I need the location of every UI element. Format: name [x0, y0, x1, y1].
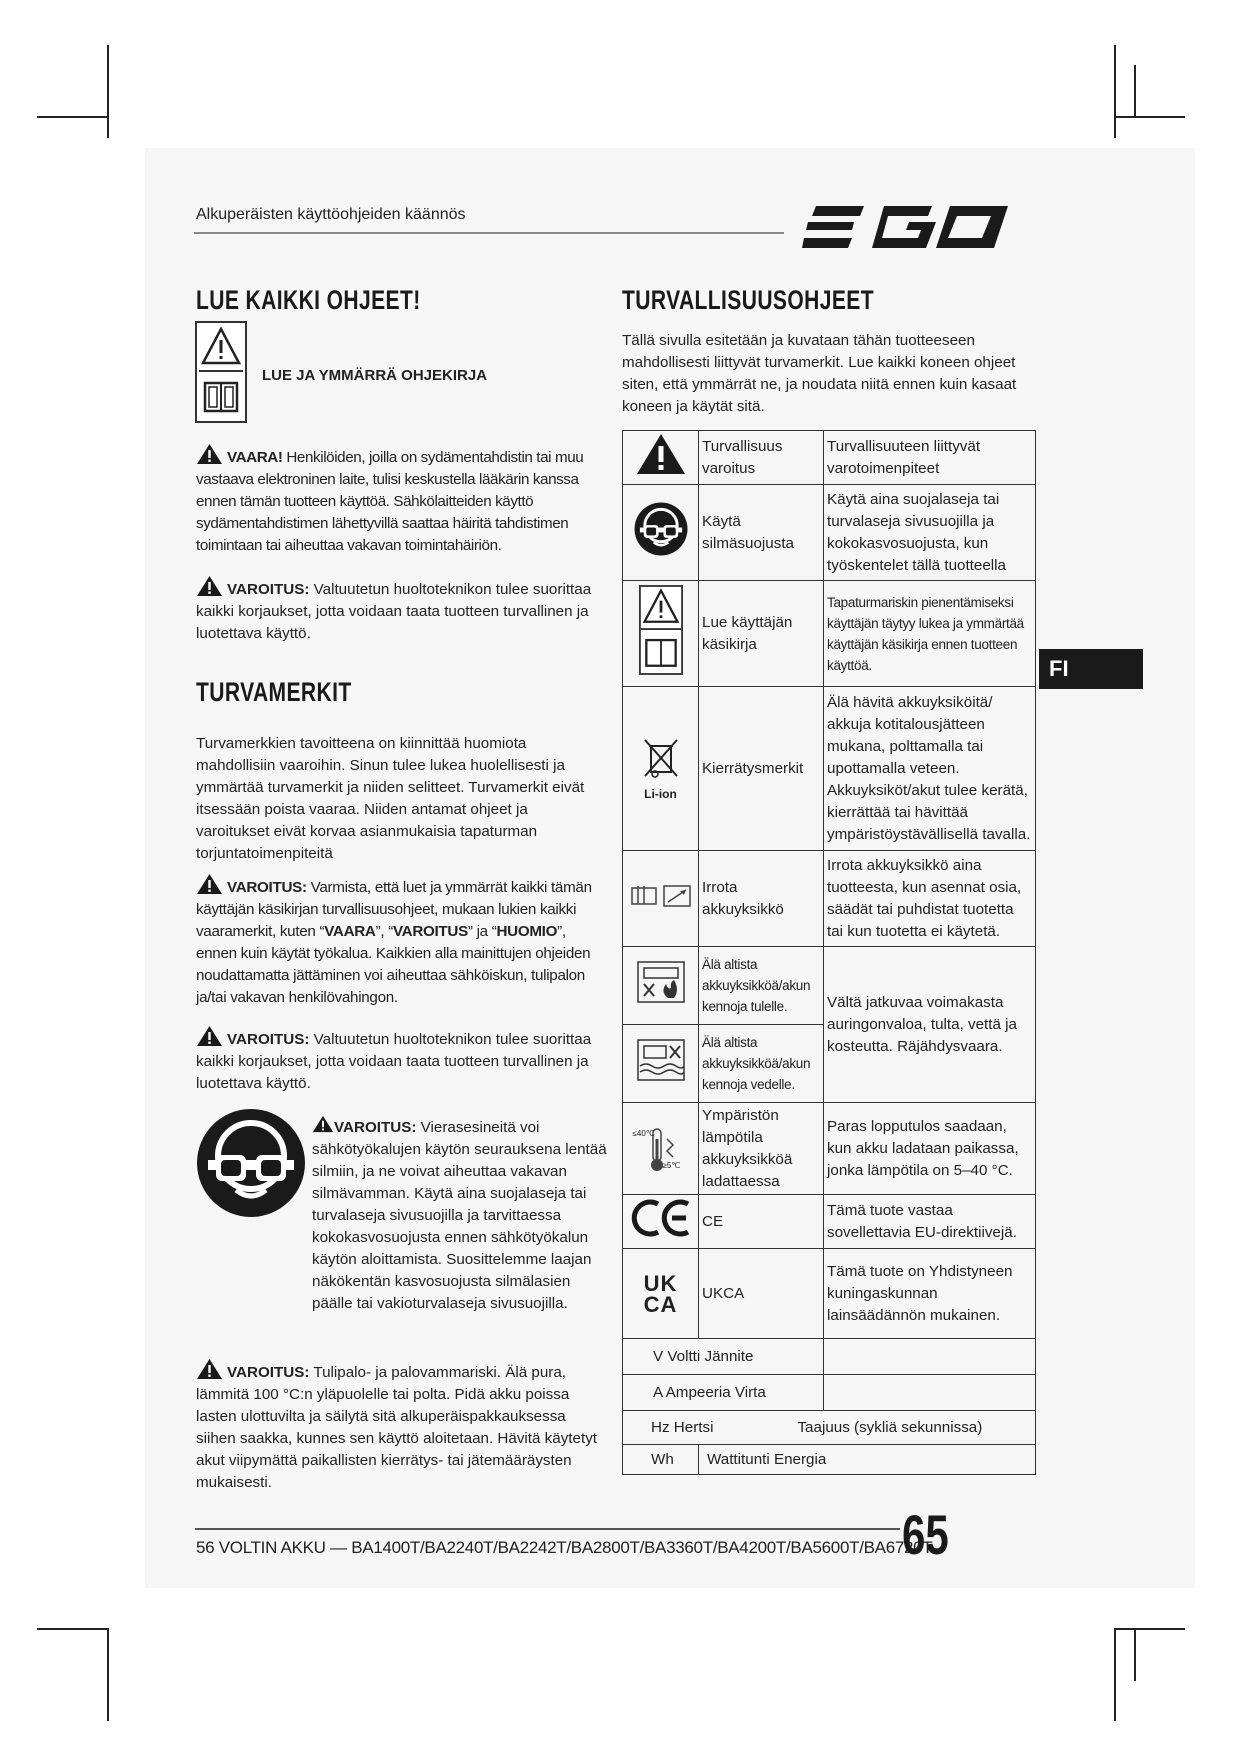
- warning-text: Valtuutetun huoltoteknikon tulee suorittaa kaikki korjaukset, jotta voidaan taata tuotteen turvallinen ja luotettava käyttö.: [196, 581, 592, 642]
- intro-paragraph: Turvamerkkien tavoitteena on kiinnittää huomiota mahdollisiin vaaroihin. Sinun tulee lukea huolellisesti ja ymmärtää turvamerkit ja niiden selitteet. Turvamerkit eivät itsessään poista vaaraa. Niiden antamat ohjeet ja varoitukset eivät korvaa asianmukaisia tapaturman torjuntatoimenpiteitä: [196, 735, 585, 862]
- title-read-all: LUE KAIKKI OHJEET!: [196, 285, 421, 315]
- temp-min: ≥5℃: [662, 1160, 681, 1170]
- symbol-table: [622, 430, 1036, 1475]
- language-tab: FI: [1039, 649, 1143, 689]
- symbol-name: Älä altista akkuyksikköä/akun kennoja tulelle.: [699, 947, 824, 1025]
- no-water-icon: [636, 1038, 686, 1082]
- table-row: [623, 1411, 1036, 1445]
- symbol-desc: Tapaturmariskin pienentämiseksi käyttäjän täytyy lukea ja ymmärtää käyttäjän käsikirja ennen tuotteen käyttöä.: [824, 581, 1036, 687]
- crop-mark: [1134, 65, 1136, 118]
- symbol-name: Irrota akkuyksikkö: [699, 851, 824, 947]
- symbol-cell: [623, 1195, 699, 1249]
- no-fire-icon: [636, 960, 686, 1004]
- table-row: [623, 1339, 1036, 1375]
- crop-mark: [1114, 1628, 1116, 1721]
- warning-triangle-icon: [196, 443, 223, 465]
- warning-text-b: ”, ennen kuin käytät työkalua. Kaikkien alla mainittujen ohjeiden noudattamatta jättäminen voi aiheuttaa sähköiskun, tulipalon ja/tai vakavan henkilövahingon.: [196, 923, 591, 1006]
- warning-paragraph-3: [196, 1025, 606, 1095]
- right-intro: Tällä sivulla esitetään ja kuvataan tähän tuotteeseen mahdollisesti liittyvät turvamerkit. Lue kaikki koneen ohjeet siten, että ymmärrät ne, ja noudata niitä ennen kuin kasaat koneen ja käytät sitä.: [622, 332, 1017, 415]
- symbol-desc: Tämä tuote on Yhdistyneen kuningaskunnan lainsäädännön mukainen.: [824, 1249, 1036, 1339]
- table-row: [623, 947, 1036, 1025]
- crossed-bin-icon: [641, 736, 681, 780]
- symbol-cell: [623, 581, 699, 687]
- ego-logo: [802, 200, 1024, 256]
- header-rule: [194, 232, 784, 234]
- word-danger: VAARA: [324, 923, 376, 940]
- symbol-name: Käytä silmäsuojusta: [699, 485, 824, 581]
- unit-cell: [623, 1339, 824, 1375]
- temperature-icon: [633, 1125, 689, 1173]
- unit-hertz-desc: Taajuus (sykliä sekunnissa): [797, 1418, 983, 1436]
- symbol-cell: [623, 1249, 699, 1339]
- symbol-cell: [623, 687, 699, 851]
- unit-cell: [623, 1375, 824, 1411]
- danger-text: Henkilöiden, joilla on sydämentahdistin tai muu vastaava elektroninen laite, tulisi keskustella lääkärin kanssa ennen tämän tuotteen käyttöä. Sähkölaitteiden käyttö sydämentahdistimen lähettyvillä saattaa häiritä tahdistimen toimintaan tai aiheuttaa vakavan toimintahäiriön.: [196, 449, 584, 554]
- word-caution: HUOMIO: [496, 923, 558, 940]
- table-row: [623, 485, 1036, 581]
- warning-label: VAROITUS:: [227, 1031, 310, 1048]
- table-row: [623, 1445, 1036, 1475]
- crop-mark: [1114, 1628, 1185, 1630]
- table-row: [623, 1103, 1036, 1195]
- warning-text-a: Varmista, että luet ja ymmärrät kaikki tämän käyttäjän käsikirjan turvallisuusohjeet, mukaan lukien kaikki vaaramerkit, kuten “: [196, 879, 592, 940]
- danger-paragraph: [196, 443, 601, 557]
- symbol-name: Kierrätysmerkit: [699, 687, 824, 851]
- warning-paragraph-4: [312, 1113, 612, 1315]
- symbol-name: Ympäristön lämpötila akkuyksikköä ladattaessa: [699, 1103, 824, 1195]
- footer-rule: [195, 1528, 900, 1530]
- li-ion-label: Li-ion: [644, 787, 677, 801]
- word-warning: VAROITUS: [392, 923, 468, 940]
- symbol-desc: Paras lopputulos saadaan, kun akku ladataan paikassa, jonka lämpötila on 5–40 °C.: [824, 1103, 1036, 1195]
- unit-empty: [824, 1375, 1036, 1411]
- symbol-cell: [623, 947, 699, 1025]
- eye-protection-icon: [196, 1108, 306, 1218]
- remove-battery-icon: [630, 880, 692, 910]
- symbol-cell: [623, 431, 699, 485]
- symbol-desc: Turvallisuuteen liittyvät varotoimenpiteet: [824, 431, 1036, 485]
- crop-mark: [37, 1628, 108, 1630]
- crop-mark: [107, 45, 109, 138]
- symbol-name: Älä altista akkuyksikköä/akun kennoja vedelle.: [699, 1025, 824, 1103]
- table-row: [623, 687, 1036, 851]
- warning-label: VAROITUS:: [334, 1119, 417, 1136]
- title-safety-symbols: TURVAMERKIT: [196, 677, 352, 707]
- warning-triangle-icon: [196, 1358, 223, 1380]
- warning-label: VAROITUS:: [227, 1364, 310, 1381]
- symbol-name: Lue käyttäjän käsikirja: [699, 581, 824, 687]
- warning-triangle-icon: [196, 575, 223, 597]
- unit-ampere: A Ampeeria Virta: [653, 1383, 766, 1401]
- symbol-cell: [623, 1103, 699, 1195]
- unit-cell: Wh: [623, 1445, 699, 1475]
- ukca-top: UK: [643, 1270, 678, 1296]
- title-safety-instructions: TURVALLISUUSOHJEET: [622, 285, 874, 315]
- table-row: [623, 1375, 1036, 1411]
- crop-mark: [1114, 45, 1116, 138]
- table-row: [623, 581, 1036, 687]
- read-manual-icon: [639, 585, 683, 675]
- warning-paragraph-5: [196, 1358, 601, 1494]
- symbol-cell: [623, 1025, 699, 1103]
- table-row: [623, 1195, 1036, 1249]
- unit-wh-desc: Wattitunti Energia: [699, 1445, 1036, 1475]
- crop-mark: [37, 116, 108, 118]
- symbol-name: CE: [699, 1195, 824, 1249]
- read-manual-label: LUE JA YMMÄRRÄ OHJEKIRJA: [262, 367, 488, 384]
- footer-text: 56 VOLTIN AKKU — BA1400T/BA2240T/BA2242T/BA2800T/BA3360T/BA4200T/BA5600T/BA6720T: [196, 1538, 933, 1557]
- symbol-name: UKCA: [699, 1249, 824, 1339]
- warning-triangle-icon: [196, 873, 223, 895]
- page-number: 65: [902, 1503, 949, 1566]
- sep1: ”, “: [375, 923, 393, 940]
- temp-max: ≤40℃: [632, 1128, 655, 1138]
- sep2: ” ja “: [467, 923, 497, 940]
- warning-triangle-icon: [196, 1025, 223, 1047]
- symbol-name: Turvallisuus varoitus: [699, 431, 824, 485]
- symbol-cell: [623, 485, 699, 581]
- symbol-desc: Irrota akkuyksikkö aina tuotteesta, kun asennat osia, säädät tai puhdistat tuotetta tai kun tuotetta ei käytetä.: [824, 851, 1036, 947]
- warning-label: VAROITUS:: [227, 581, 310, 598]
- warning-paragraph-1: [196, 575, 606, 645]
- symbol-desc: Tämä tuote vastaa sovellettavia EU-direktiivejä.: [824, 1195, 1036, 1249]
- warning-text: Valtuutetun huoltoteknikon tulee suorittaa kaikki korjaukset, jotta voidaan taata tuotteen turvallinen ja luotettava käyttö.: [196, 1031, 592, 1092]
- ce-mark-icon: [630, 1198, 692, 1238]
- warning-text: Vierasesineitä voi sähkötyökalujen käytön seurauksena lentää silmiin, ja ne voivat aiheuttaa vakavan silmävamman. Käytä aina suojalaseja tai turvalaseja sivusuojilla ja tarvittaessa kokokasvosuojusta ennen sähkötyökalun käytön aloittamista. Suosittelemme laajan näkökentän kasvosuojusta silmälasien päälle tai vakioturvalaseja sivusuojilla.: [312, 1119, 607, 1312]
- header-text: Alkuperäisten käyttöohjeiden käännös: [196, 206, 466, 223]
- crop-mark: [1114, 116, 1185, 118]
- symbol-desc: Käytä aina suojalaseja tai turvalaseja sivusuojilla ja kokokasvosuojusta, kun työskentelet tällä tuotteella: [824, 485, 1036, 581]
- crop-mark: [107, 1628, 109, 1721]
- table-row: [623, 1249, 1036, 1339]
- unit-cell: [623, 1411, 1036, 1445]
- table-row: [623, 431, 1036, 485]
- ukca-mark-icon: [626, 1270, 695, 1317]
- unit-hertz: Hz Hertsi: [651, 1418, 714, 1436]
- warning-triangle-icon: [312, 1113, 334, 1135]
- manual-icon-box: [195, 321, 247, 423]
- warning-text: Tulipalo- ja palovammariski. Älä pura, lämmitä 100 °C:n yläpuolelle tai polta. Pidä akku poissa lasten ulottuvilta ja säilytä sitä alkuperäispakkauksessa siihen saakka, kunnes sen käyttö aloitetaan. Hävitä käytetyt akut viipymättä paikallisten kierrätys- tai jätemääräysten mukaisesti.: [196, 1364, 598, 1491]
- unit-volt: V Voltti Jännite: [653, 1347, 754, 1365]
- warning-label: VAROITUS:: [227, 879, 307, 896]
- symbol-cell: [623, 851, 699, 947]
- symbol-desc: Älä hävitä akkuyksiköitä/ akkuja kotitalousjätteen mukana, polttamalla tai upottamalla veteen. Akkuyksiköt/akut tulee kerätä, kierrättää tai hävittää ympäristöystävällisellä tavalla.: [824, 687, 1036, 851]
- table-row: [623, 851, 1036, 947]
- warning-triangle-icon: [197, 323, 245, 421]
- ukca-bottom: CA: [643, 1291, 678, 1317]
- warning-triangle-icon: [635, 432, 687, 476]
- warning-paragraph-2: [196, 873, 601, 1009]
- symbol-desc: Vältä jatkuvaa voimakasta auringonvaloa, tulta, vettä ja kosteutta. Räjähdysvaara.: [824, 947, 1036, 1103]
- danger-label: VAARA!: [227, 449, 283, 466]
- crop-mark: [1134, 1628, 1136, 1681]
- unit-empty: [824, 1339, 1036, 1375]
- eye-protection-icon: [634, 502, 688, 556]
